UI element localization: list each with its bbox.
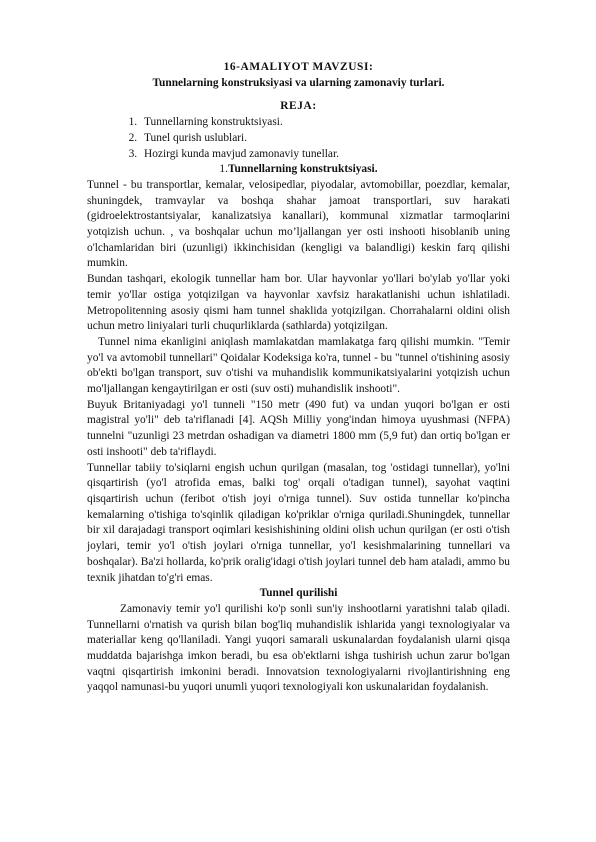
plan-list [87, 115, 510, 162]
document-subtitle: Tunnelarning konstruksiyasi va ularning zamonaviy turlari. [152, 76, 445, 89]
section1-title: Tunnellarning konstruktsiyasi. [227, 163, 378, 176]
section1-heading [87, 162, 510, 178]
document-page [87, 60, 510, 696]
paragraph-eco-tunnels: Bundan tashqari, ekologik tunnellar ham bor. Ular hayvonlar yo'llari bo'ylab yo'llar yoki temir yo'llar ostiga yotqizilgan va hayvonlar xavfsiz harakatlanishi uchun ishlatiladi. Metropolitenning asosiy qismi ham tunnel shaklida yotqizilgan. Chorrahalarni oldini olish uchun metro liniyalari turli chuqurliklarda (sathlarda) yotqizilgan. [87, 273, 510, 333]
paragraph-code-definition: Tunnel nima ekanligini aniqlash mamlakatdan mamlakatga farq qilishi mumkin. "Temir yo'l va avtomobil tunnellari" Qoidalar Kodeksiga ko'ra, tunnel - bu "tunnel o'tishining asosiy ob'ekti bo'lgan transport, suv o'tishi va muhandislik kommunikatsiyalarini yotqizish uchun mo'ljallangan kengaytirilgan er osti (suv osti) muhandislik inshooti". [87, 335, 510, 396]
document-title: 16-AMALIYOT MAVZUSI: [223, 61, 374, 73]
paragraph-construction: Zamonaviy temir yo'l qurilishi ko'p sonli sun'iy inshootlarni yaratishni talab qiladi. Tunnellarni o'rnatish va qurish bilan bog'liq muhandislik ishlarida yangi texnologiyalar va materiallar keng qo'llaniladi. Yangi yuqori samarali uskunalardan foydalanish ularni qisqa muddatda bajarishga imkon beradi, bu esa ob'ektlarni ishga tushirish uchun zarur bo'lgan vaqtni qisqartirish imkonini beradi. Innovatsion texnologiyalarni rivojlantirishning eng yaqqol namunasi-bu yuqori unumli yuqori texnologiyali kon uskunalaridan foydalanish. [87, 602, 510, 694]
paragraph-definition: Tunnel - bu transportlar, kemalar, velosipedlar, piyodalar, avtomobillar, poezdlar, kemalar, shuningdek, tramvaylar va boshqa shahar jamoat transportlari, suv harakati (gidroelektrostantsiyalar, kanalizatsiya kanallari), kommunal xizmatlar tarmoqlarini yotqizish uchun. , va boshqalar uchun mo’ljallangan yer osti inshooti hisoblanib uning o'lchamlaridan biri (uzunligi) ikkinchisidan (kengligi va balandligi) keskin farq qilishi mumkin. [87, 178, 510, 270]
paragraph-uk-usa: Buyuk Britaniyadagi yo'l tunneli "150 metr (490 fut) va undan yuqori bo'lgan er osti magistral yo'li" deb ta'riflanadi [4]. AQSh Milliy yong'indan himoya uyushmasi (NFPA) tunnelni "uzunligi 23 metrdan oshadigan va diametri 1800 mm (5,9 fut) dan ortiq bo'lgan er osti inshooti" deb ta'riflaydi. [87, 398, 510, 458]
section2-title: Tunnel qurilishi [259, 587, 338, 600]
plan-item: 1. Tunnellarning konstruktsiyasi. [140, 115, 510, 131]
plan-item: 3. Hozirgi kunda mavjud zamonaviy tunellar. [140, 147, 510, 163]
section1-number: 1. [219, 163, 228, 176]
paragraph-purposes: Tunnellar tabiiy to'siqlarni engish uchun qurilgan (masalan, tog 'ostidagi tunnellar), yo'lni qisqartirish (yo'l atrofida emas, balki tog' orqali o'tadigan tunnel), sayohat vaqtini qisqartirish uchun (feribot o'tish joyi o'rniga tunnel). Suv ostida tunnellar ko'pincha kemalarning o'tishiga to'sqinlik qiladigan ko'priklar o'rniga quriladi.Shuningdek, tunnellar bir xil darajadagi transport oqimlari kesishishining oldini olish uchun qurilgan (er osti o'tish joylari, temir yo'l o'tish joylari o'rniga tunnellar, yo'l kesishmalarining tunnellari va boshqalar). Ba'zi hollarda, ko'prik oralig'idagi o'tish joylari tunnel deb ham ataladi, ammo bu texnik jihatdan to'g'ri emas. [87, 461, 510, 584]
plan-title: REJA: [280, 100, 317, 113]
plan-item: 2. Tunel qurish uslublari. [140, 131, 510, 147]
